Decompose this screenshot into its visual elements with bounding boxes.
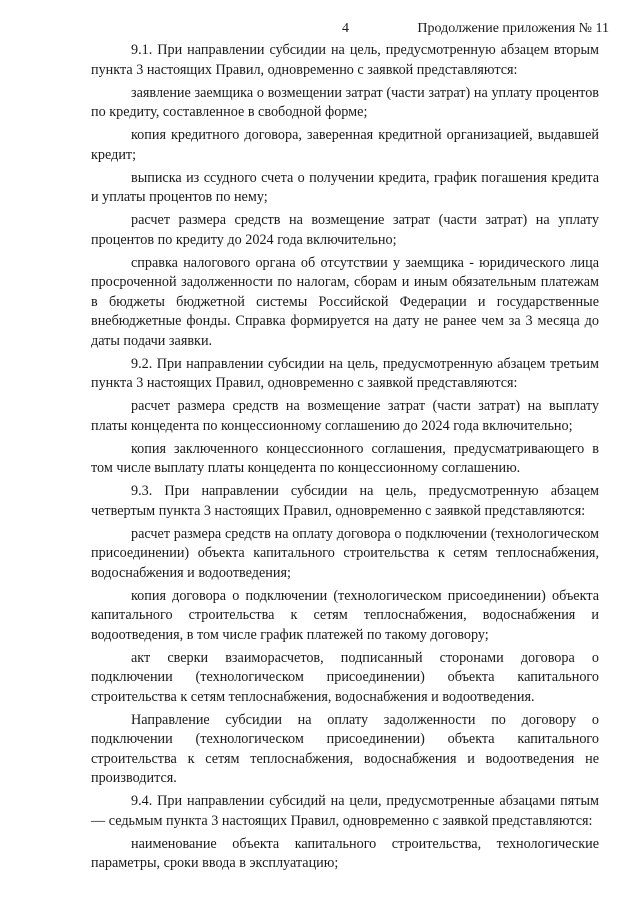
paragraph-9-1: 9.1. При направлении субсидии на цель, предусмотренную абзацем вторым пункта 3 настоящих Правил, одновременно с заявкой представляются: — [91, 42, 599, 78]
paragraph: справка налогового органа об отсутствии у заемщика - юридического лица просроченной задолженности по налогам, сборам и иным обязательным платежам в бюджеты бюджетной системы Российской Федерации и государственные внебюджетные фонды. Справка формируется на дату не ранее чем за 3 месяца до даты подачи заявки. — [91, 254, 599, 349]
paragraph: копия заключенного концессионного соглашения, предусматривающего в том числе выплату платы концедента по концессионному соглашению. — [91, 440, 599, 476]
paragraph: расчет размера средств на возмещение затрат (части затрат) на уплату процентов по кредиту до 2024 года включительно; — [91, 212, 599, 248]
paragraph-9-2: 9.2. При направлении субсидии на цель, предусмотренную абзацем третьим пункта 3 настоящих Правил, одновременно с заявкой представляются: — [91, 355, 599, 391]
page-number: 4 — [342, 21, 349, 36]
paragraph: наименование объекта капитального строительства, технологические параметры, сроки ввода в эксплуатацию; — [91, 835, 599, 871]
paragraph-9-3: 9.3. При направлении субсидии на цель, предусмотренную абзацем четвертым пункта 3 настоящих Правил, одновременно с заявкой представляются: — [91, 483, 599, 519]
continuation-note: Продолжение приложения № 11 — [417, 21, 609, 36]
paragraph: расчет размера средств на возмещение затрат (части затрат) на выплату платы концедента по концессионному соглашению до 2024 года включительно; — [91, 398, 599, 434]
paragraph: копия договора о подключении (технологическом присоединении) объекта капитального строительства к сетям теплоснабжения, водоснабжения и водоотведения, в том числе график платежей по такому договору; — [91, 587, 599, 643]
paragraph: копия кредитного договора, заверенная кредитной организацией, выдавшей кредит; — [91, 127, 599, 163]
paragraph: расчет размера средств на оплату договора о подключении (технологическом присоединении) объекта капитального строительства к сетям теплоснабжения, водоснабжения и водоотведения; — [91, 525, 599, 581]
paragraph: выписка из ссудного счета о получении кредита, график погашения кредита и уплаты процентов по нему; — [91, 169, 599, 205]
paragraph-9-4: 9.4. При направлении субсидий на цели, предусмотренные абзацами пятым — седьмым пункта 3 настоящих Правил, одновременно с заявкой представляются: — [91, 793, 599, 829]
paragraph: Направление субсидии на оплату задолженности по договору о подключении (технологическом присоединении) объекта капитального строительства к сетям теплоснабжения, водоснабжения и водоотведения не производится. — [91, 711, 599, 786]
paragraph: акт сверки взаиморасчетов, подписанный сторонами договора о подключении (технологическом присоединении) объекта капитального строительства к сетям теплоснабжения, водоснабжения и водоотведения. — [91, 649, 599, 705]
document-body — [91, 41, 599, 877]
paragraph: заявление заемщика о возмещении затрат (части затрат) на уплату процентов по кредиту, составленное в свободной форме; — [91, 84, 599, 120]
